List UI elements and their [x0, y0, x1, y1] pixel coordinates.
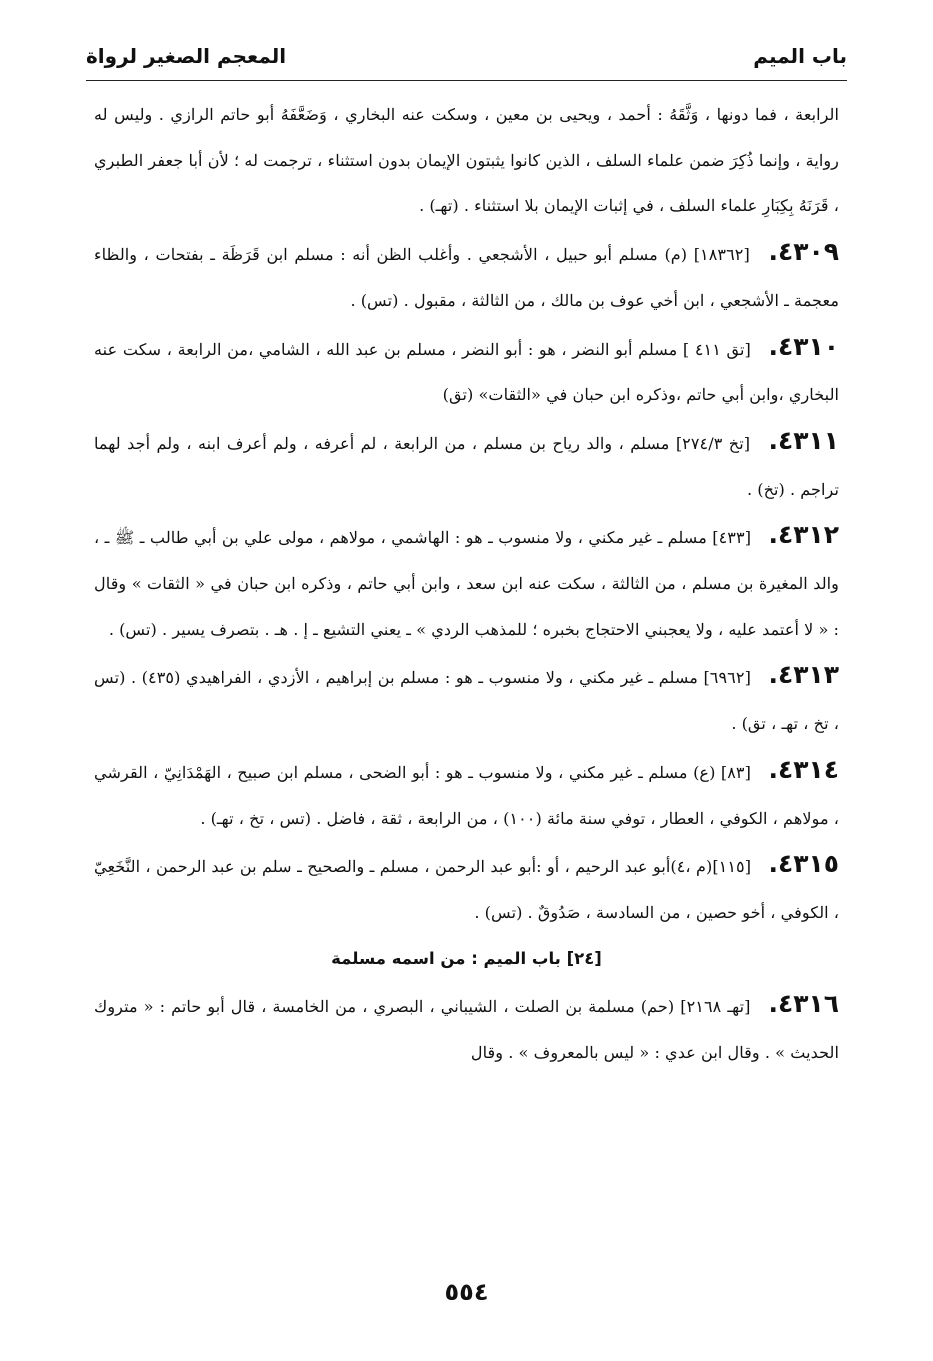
entry-text: [٤٣٣] مسلم ـ غير مكني ، ولا منسوب ـ هو : الهاشمي ، مولاهم ، مولى علي بن أبي طالب ـ ﷺ ـ ، والد المغيرة بن مسلم ، من الثالثة ، سكت عنه ابن سعد ، وابن أبي حاتم ، وذكره ابن حبان في « الثقات » وقال : « لا أعتمد عليه ، ولا يعجبني الاحتجاج بخبره ؛ للمذهب الردي » ـ يعني التشيع ـ إ . هـ . بتصرف يسير . (تس) . [94, 528, 839, 639]
entry-text: [٨٣] (ع) مسلم ـ غير مكني ، ولا منسوب ـ هو : أبو الضحى ، مسلم ابن صبيح ، الهَمْدَانِيّ ، القرشي ، مولاهم ، الكوفي ، العطار ، توفي سنة مائة (١٠٠) ، من الرابعة ، ثقة ، فاضل . (تس ، تخ ، تهـ) . [94, 762, 839, 828]
entry-4315 [94, 841, 839, 935]
entry-4309 [94, 229, 839, 323]
entry-number: ٤٣١١. [768, 425, 839, 455]
entry-number: ٤٣٠٩. [768, 237, 839, 267]
page-body [94, 92, 839, 1076]
entry-number: ٤٣١٦. [768, 989, 840, 1019]
entry-text: [تخ ٢٧٤/٣] مسلم ، والد رياح بن مسلم ، من الرابعة ، لم أعرفه ، ولم أعرف ابنه ، ولم أجد لهما تراجم . (تخ) . [94, 433, 839, 499]
header-rule [86, 80, 847, 81]
chapter-title: باب الميم [753, 44, 847, 68]
page-number: ٥٥٤ [444, 1278, 489, 1306]
entry-text: [٦٩٦٢] مسلم ـ غير مكني ، ولا منسوب ـ هو : مسلم بن إبراهيم ، الأزدي ، الفراهيدي (٤٣٥) . (تس ، تخ ، تهـ ، تق) . [94, 668, 839, 734]
entry-text: [١٨٣٦٢] (م) مسلم أبو حبيل ، الأشجعي . وأغلب الظن أنه : مسلم ابن قَرَظَة ـ بفتحات ، والظاء معجمة ـ الأشجعي ، ابن أخي عوف بن مالك ، من الثالثة ، مقبول . (تس) . [94, 245, 839, 310]
entry-number: ٤٣١٣. [768, 660, 839, 690]
entry-number: ٤٣١٥. [768, 849, 839, 879]
entry-text: [تهـ ٢١٦٨] (حم) مسلمة بن الصلت ، الشيباني ، البصري ، من الخامسة ، قال أبو حاتم : « متروك الحديث » . وقال ابن عدي : « ليس بالمعروف » . وقال [94, 997, 839, 1063]
entry-4311 [94, 418, 839, 512]
entry-number: ٤٣١٢. [768, 520, 839, 550]
continuation-paragraph: الرابعة ، فما دونها ، وَثَّقَهُ : أحمد ، ويحيى بن معين ، وسكت عنه البخاري ، وَضَعَّفَهُ أبو حاتم الرازي . وليس له رواية ، وإنما ذُكِرَ ضمن علماء السلف ، الذين كانوا يثبتون الإيمان بدون استثناء ، ترجمت له ؛ لأن أبا جعفر الطبري ، قَرَنَهُ بِكِبَارِ علماء السلف ، في إثبات الإيمان بلا استثناء . (تهـ) . [94, 105, 839, 216]
entry-4316 [94, 981, 839, 1075]
entry-4313 [94, 652, 839, 746]
entry-text: [١١٥](م ،٤)أبو عبد الرحيم ، أو :أبو عبد الرحمن ، مسلم ـ والصحيح ـ سلم بن عبد الرحمن ، النَّخَعِيّ ، الكوفي ، أخو حصين ، من السادسة ، صَدُوقٌ . (تس) . [94, 857, 839, 922]
section-heading: [٢٤] باب الميم : من اسمه مسلمة [331, 948, 602, 968]
entry-4310 [94, 324, 839, 418]
book-title: المعجم الصغير لرواة [86, 44, 287, 68]
running-head [86, 36, 847, 76]
entry-number: ٤٣١٠. [768, 331, 839, 361]
entry-text: [تق ٤١١ ] مسلم أبو النضر ، هو : أبو النضر ، مسلم بن عبد الله ، الشامي ،من الرابعة ، سكت عنه البخاري ،وابن أبي حاتم ،وذكره ابن حبان في «الثقات» (تق) [94, 339, 839, 405]
entry-number: ٤٣١٤. [768, 754, 839, 784]
entry-4312 [94, 512, 839, 652]
entry-4314 [94, 747, 839, 841]
